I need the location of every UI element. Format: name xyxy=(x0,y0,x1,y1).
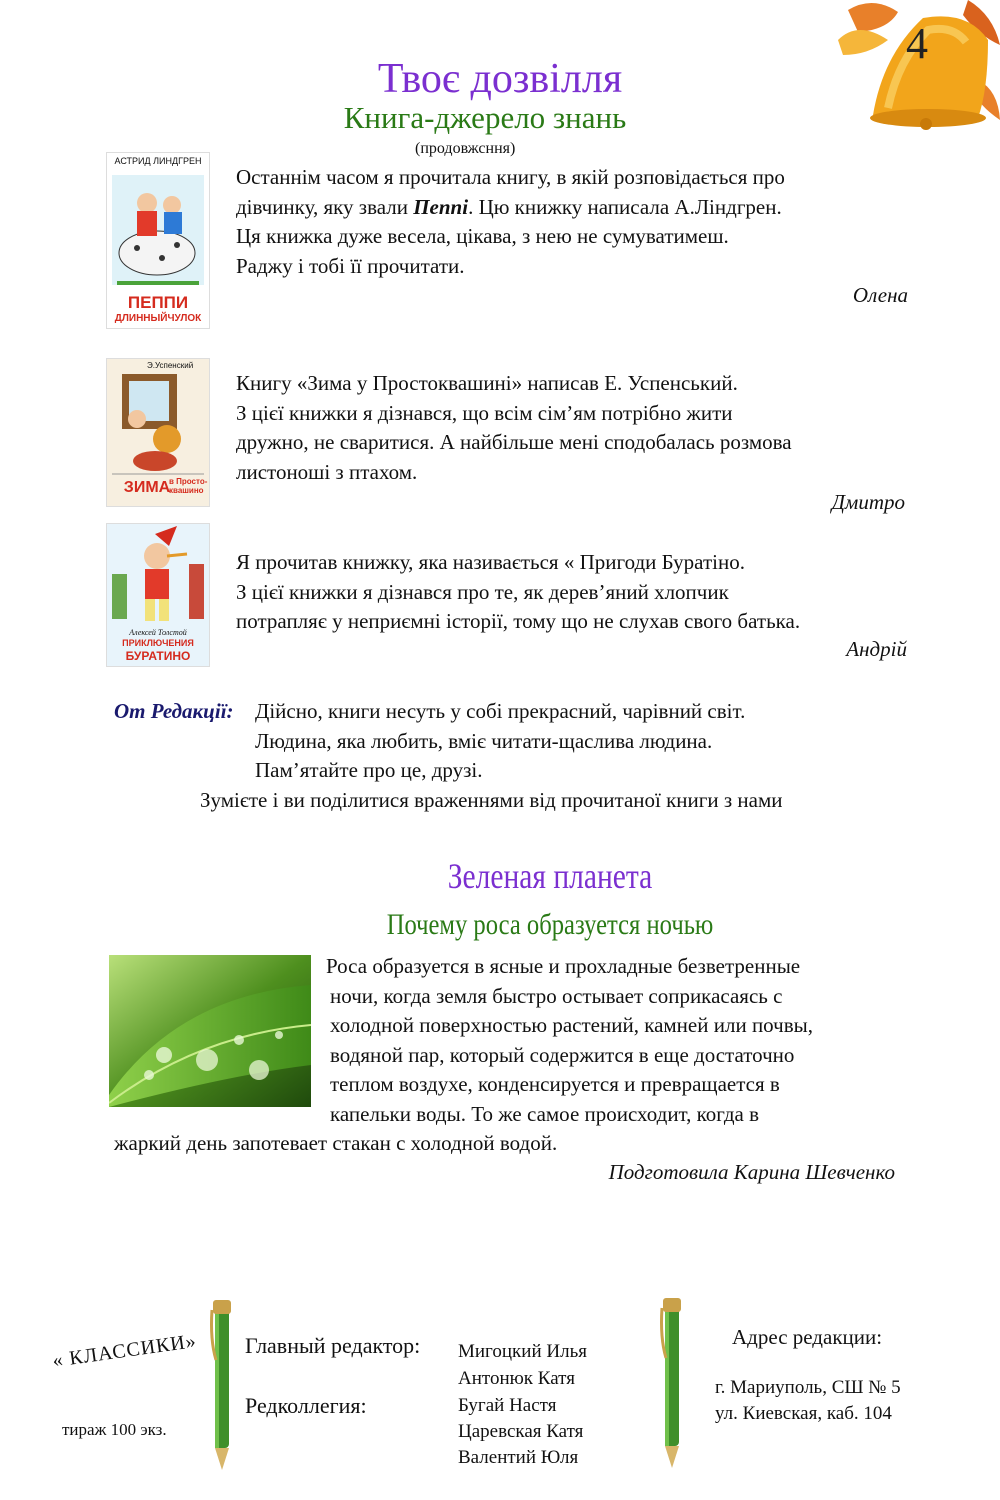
review-author: Олена xyxy=(852,283,908,307)
editorial-label: От Редакції: xyxy=(114,699,234,723)
article-author: Подготовила Карина Шевченко xyxy=(608,1160,895,1184)
bell-decoration xyxy=(828,0,1000,130)
review-line: дружно, не сваритися. А найбільше мені сподобалась розмова xyxy=(236,430,792,454)
page-number: 4 xyxy=(906,19,928,68)
board-member: Валентий Юля xyxy=(458,1447,579,1468)
editorial-line: Пам’ятайте про це, друзі. xyxy=(255,758,483,782)
dew-text xyxy=(326,952,906,1129)
circulation: тираж 100 экз. xyxy=(62,1420,167,1439)
review-line: Останнім часом я прочитала книгу, в якій розповідається про xyxy=(236,165,785,189)
pen-icon xyxy=(658,1298,684,1473)
editorial-invite: Зумієте і ви поділитися враженнями від прочитаної книги з нами xyxy=(200,788,783,812)
review-line: Ця книжка дуже весела, цікава, з нею не сумуватимеш. xyxy=(236,224,729,248)
cover-author: Э.Успенский xyxy=(147,361,194,370)
book-cover-pippi xyxy=(106,152,210,329)
article-line: холодной поверхностью растений, камней или почвы, xyxy=(330,1013,813,1037)
address-line: г. Мариуполь, СШ № 5 xyxy=(715,1377,901,1398)
cover-subtitle: БУРАТИНО xyxy=(125,649,191,663)
chief-editor-label: Главный редактор: xyxy=(245,1333,421,1358)
review-text xyxy=(236,163,916,281)
editorial-line: Людина, яка любить, вміє читати-щаслива людина. xyxy=(255,728,713,753)
article-line: ночи, когда земля быстро остывает соприкасаясь с xyxy=(330,983,783,1008)
board-names xyxy=(458,1393,583,1471)
review-line: листоноші з птахом. xyxy=(236,459,418,484)
svg-text:ПЕППИ: ПЕППИ xyxy=(127,293,189,312)
cover-subtitle: ДЛИННЫЙЧУЛОК xyxy=(114,313,202,324)
review-line: З цієї книжки я дізнався про те, як дерев’яний хлопчик xyxy=(236,579,729,604)
cover-author: Алексей Толстой xyxy=(129,628,187,637)
article-line: жаркий день запотевает стакан с холодной водой. xyxy=(114,1131,558,1155)
pen-icon xyxy=(208,1300,234,1475)
review-line: Я прочитав книжку, яка називається « Пригоди Буратіно. xyxy=(236,550,745,574)
article-line: Роса образуется в ясные и прохладные безветренные xyxy=(326,954,801,978)
review-author: Дмитро xyxy=(831,490,905,514)
review-line: потрапляє у неприємні історії, тому що не слухав свого батька. xyxy=(236,609,801,633)
book-hero-name: Пеппі xyxy=(413,194,469,219)
chief-editor-name: Мигоцкий Илья xyxy=(458,1341,587,1362)
book-cover-buratino xyxy=(106,523,210,667)
review-line: Книгу «Зима у Простоквашині» написав Е. Успенський. xyxy=(236,371,738,395)
address xyxy=(715,1375,901,1427)
article-line: водяной пар, который содержится в еще достаточно xyxy=(330,1042,795,1067)
editorial-line: Дійсно, книги несуть у собі прекрасний, чарівний світ. xyxy=(255,699,746,723)
section-title: Твоє дозвілля xyxy=(377,56,623,102)
section-subtitle: Книга-джерело знань xyxy=(343,100,627,135)
review-line: Раджу і тобі її прочитати. xyxy=(236,253,465,278)
board-member: Царевская Катя xyxy=(458,1421,584,1442)
editorial-text xyxy=(255,697,955,786)
article-line: капельки воды. То же самое происходит, когда в xyxy=(330,1101,760,1126)
review-author: Андрій xyxy=(846,637,907,661)
address-label: Адрес редакции: xyxy=(732,1325,883,1349)
continued-note: (продовжсння) xyxy=(415,140,516,157)
book-cover-prostokvashino xyxy=(106,358,210,507)
address-line: ул. Киевская, каб. 104 xyxy=(715,1403,892,1424)
cover-author: АСТРИД ЛИНДГРЕН xyxy=(114,156,202,166)
dew-leaf-photo xyxy=(109,955,311,1107)
review-text xyxy=(236,369,916,487)
board-member: Бугай Настя xyxy=(458,1395,557,1416)
review-line: З цієї книжки я дізнався, що всім сім’ям потрібно жити xyxy=(236,400,733,425)
review-line: дівчинку, яку звали Пеппі. Цю книжку написала А.Ліндгрен. xyxy=(236,194,782,219)
board-label: Редколлегия: xyxy=(245,1393,367,1418)
article-line: теплом воздухе, конденсируется и превращается в xyxy=(330,1072,780,1096)
chief-editor-name: Антонюк Катя xyxy=(458,1368,575,1389)
cover-title: ПРИКЛЮЧЕНИЯ xyxy=(122,638,194,648)
review-text xyxy=(236,548,926,637)
cover-subtitle: в Просто-квашино xyxy=(169,477,208,495)
newspaper-brand: « КЛАССИКИ» xyxy=(51,1330,199,1373)
section-title: Зеленая планета xyxy=(447,856,653,896)
section-subtitle: Почему роса образуется ночью xyxy=(386,908,714,941)
svg-text:ЗИМА: ЗИМА xyxy=(123,479,171,496)
chief-editor-names xyxy=(458,1338,587,1392)
